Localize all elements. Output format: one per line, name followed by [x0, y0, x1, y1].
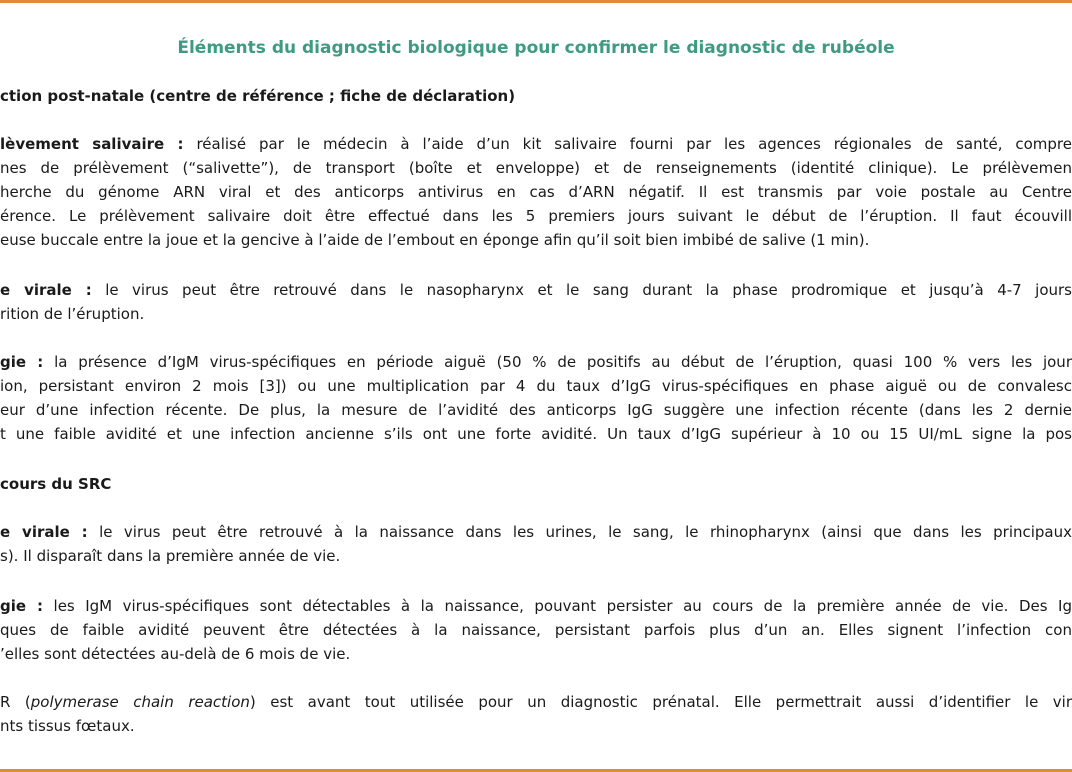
paragraph-saliva-line-1: lèvement salivaire : réalisé par le médecin à l’aide d’un kit salivaire fourni par les agences régionales de santé, compre — [0, 135, 1072, 153]
paragraph-src-serology-line-2: ques de faible avidité peuvent être détectées à la naissance, persistant parfois plus d’un an. Elles signent l’infection con — [0, 621, 1072, 639]
paragraph-pcr-line-2: nts tissus fœtaux. — [0, 717, 135, 735]
paragraph-saliva-line-3: herche du génome ARN viral et des anticorps antivirus en cas d’ARN négatif. Il est transmis par voie postale au Centre — [0, 183, 1072, 201]
box-title: Éléments du diagnostic biologique pour confirmer le diagnostic de rubéole — [177, 38, 895, 58]
top-rule — [0, 0, 1072, 3]
paragraph-saliva-line-5: euse buccale entre la joue et la gencive à l’aide de l’embout en éponge afin qu’il soit bien imbibé de salive (1 min). — [0, 231, 870, 249]
paragraph-pcr-line-1: R (polymerase chain reaction) est avant tout utilisée pour un diagnostic prénatal. Elle permettrait aussi d’identifier le vir — [0, 693, 1072, 711]
paragraph-src-serology-line-1: gie : les IgM virus-spécifiques sont détectables à la naissance, pouvant persister au cours de la première année de vie. Des Ig — [0, 597, 1072, 615]
paragraph-serology-line-4: t une faible avidité et une infection ancienne s’ils ont une forte avidité. Un taux d’IgG supérieur à 10 ou 15 UI/mL signe la pos — [0, 425, 1072, 443]
section-heading-src: cours du SRC — [0, 475, 112, 493]
paragraph-serology-line-1: gie : la présence d’IgM virus-spécifiques en période aiguë (50 % de positifs au début de l’éruption, quasi 100 % vers les jour — [0, 353, 1072, 371]
paragraph-viral-line-1: e virale : le virus peut être retrouvé dans le nasopharynx et le sang durant la phase prodromique et jusqu’à 4-7 jours — [0, 281, 1072, 299]
paragraph-src-viral-line-2: s). Il disparaît dans la première année de vie. — [0, 547, 341, 565]
paragraph-viral-line-2: rition de l’éruption. — [0, 305, 145, 323]
paragraph-src-serology-line-3: ’elles sont détectées au-delà de 6 mois de vie. — [0, 645, 351, 663]
label-src-serology: gie : — [0, 597, 44, 615]
paragraph-saliva-line-2: nes de prélèvement (“salivette”), de transport (boîte et enveloppe) et de renseignements (identité clinique). Le prélèvemen — [0, 159, 1072, 177]
label-viral: e virale : — [0, 281, 92, 299]
section-heading-postnatal: ction post-natale (centre de référence ; fiche de déclaration) — [0, 87, 516, 105]
label-src-viral: e virale : — [0, 523, 88, 541]
label-serology: gie : — [0, 353, 44, 371]
paragraph-src-viral-line-1: e virale : le virus peut être retrouvé à la naissance dans les urines, le sang, le rhinopharynx (ainsi que dans les principaux — [0, 523, 1072, 541]
paragraph-serology-line-3: eur d’une infection récente. De plus, la mesure de l’avidité des anticorps IgG suggère une infection récente (dans les 2 dernie — [0, 401, 1072, 419]
paragraph-saliva-line-4: érence. Le prélèvement salivaire doit être effectué dans les 5 premiers jours suivant le début de l’éruption. Il faut écouvill — [0, 207, 1072, 225]
paragraph-serology-line-2: ion, persistant environ 2 mois [3]) ou une multiplication par 4 du taux d’IgG virus-spécifiques en phase aiguë ou de convalesc — [0, 377, 1072, 395]
label-saliva: lèvement salivaire : — [0, 135, 184, 153]
pcr-term: polymerase chain reaction — [30, 693, 250, 711]
